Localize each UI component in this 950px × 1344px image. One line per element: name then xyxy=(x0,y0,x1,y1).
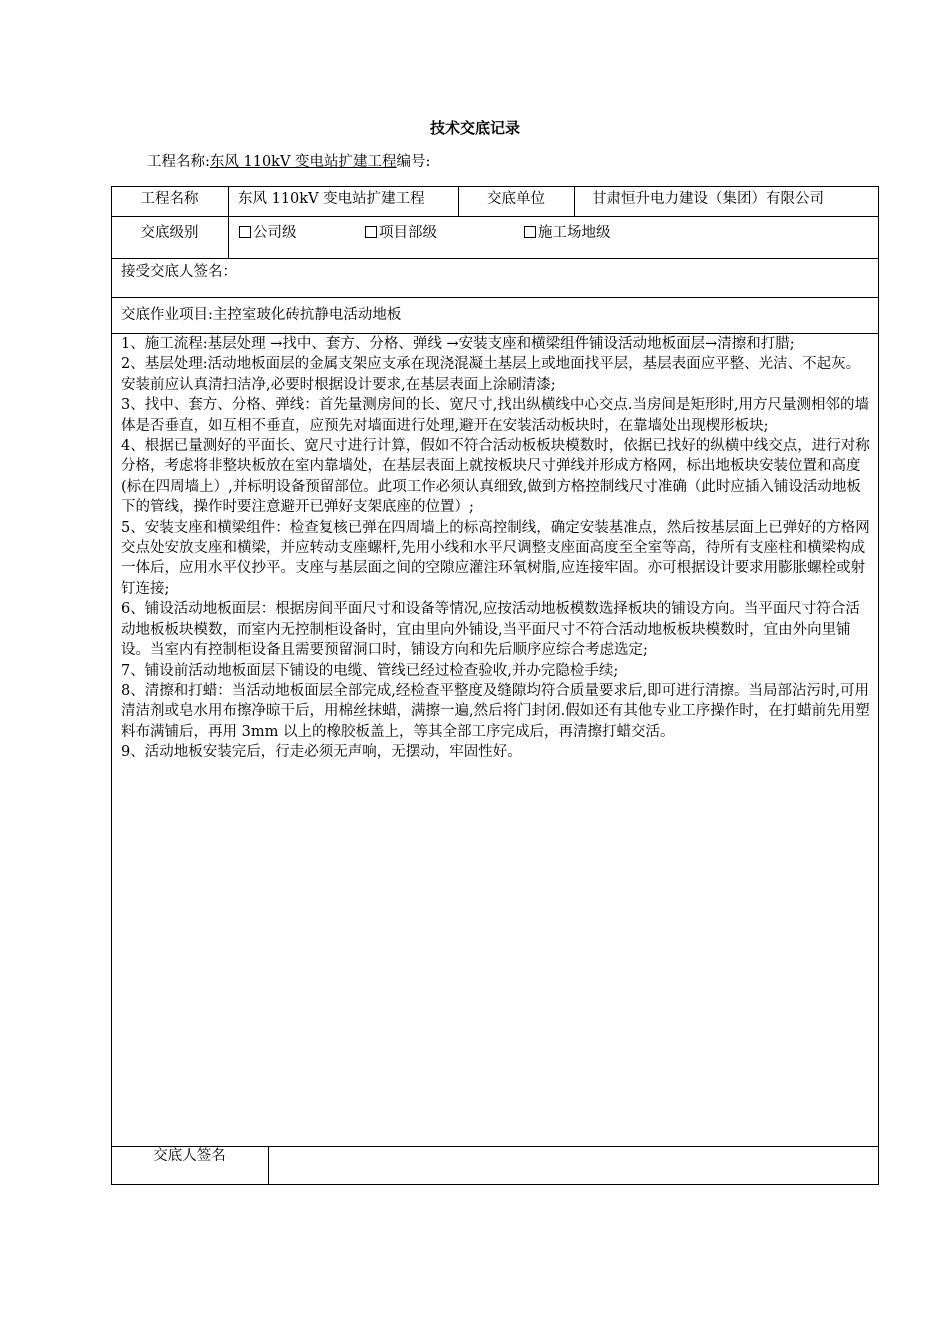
project-name-value: 东风 110kV 变电站扩建工程 xyxy=(238,191,425,207)
level-option-project-dept[interactable] xyxy=(365,223,437,243)
border-top xyxy=(111,186,879,187)
unit-value: 甘肃恒升电力建设（集团）有限公司 xyxy=(592,191,824,207)
checkbox-icon xyxy=(524,226,536,238)
unit-label: 交底单位 xyxy=(487,191,545,207)
project-name-underlined: 东风 110kV 变电站扩建工程 xyxy=(209,154,397,170)
level-label: 交底级别 xyxy=(140,225,199,241)
content-paragraph: 6、铺设活动地板面层：根据房间平面尺寸和设备等情况,应按活动地板模数选择板块的铺设方向。当平面尺寸符合活动地板板块模数，而室内无控制柜设备时，宜由里向外铺设,当平面尺寸不符合活动地板板块模数时，宜由外向里铺设。当室内有控制柜设备且需要预留洞口时，铺设方向和先后顺序应综合考虑选定; xyxy=(121,601,860,659)
col-divider xyxy=(574,186,575,216)
number-label: 编号: xyxy=(396,154,431,170)
border-bottom xyxy=(111,1184,879,1185)
content-paragraph: 1、施工流程:基层处理 →找中、套方、分格、弹线 →安装支座和横梁组件铺设活动地板面层→清擦和打腊; xyxy=(121,336,795,352)
level-option-label: 施工场地级 xyxy=(538,225,611,241)
work-item-label: 交底作业项目:主控室玻化砖抗静电活动地板 xyxy=(121,307,402,323)
project-label: 工程名称: xyxy=(147,154,210,170)
border-right xyxy=(878,186,879,1185)
document-title: 技术交底记录 xyxy=(429,119,520,137)
content-paragraph: 5、安装支座和横梁组件：检查复核已弹在四周墙上的标高控制线，确定安装基准点，然后按基层面上已弹好的方格网交点处安放支座和横梁，并应转动支座螺杆,先用小线和水平尺调整支座面高度至全室等高，待所有支座柱和横梁构成一体后，应用水平仪抄平。支座与基层面之间的空隙应灌注环氧树脂,应连接牢固。亦可根据设计要求用膨胀螺栓或射钉连接; xyxy=(121,519,870,597)
content-paragraph: 2、基层处理:活动地板面层的金属支架应支承在现浇混凝土基层上或地面找平层，基层表面应平整、光洁、不起灰。安装前应认真清扫洁净,必要时根据设计要求,在基层表面上涂刷清漆; xyxy=(121,356,861,393)
project-line xyxy=(147,150,430,171)
checkbox-icon xyxy=(239,226,251,238)
content-paragraph: 4、根据已量测好的平面长、宽尺寸进行计算，假如不符合活动板板块模数时，依据已找好的纵横中线交点，进行对称分格，考虑将非整块板放在室内靠墙处，在基层表面上就按板块尺寸弹线并形成方格网，标出地板块安装位置和高度(标在四周墙上）,并标明设备预留部位。此项工作必须认真细致,做到方格控制线尺寸准确（此时应插入铺设活动地板下的管线，操作时要注意避开已弹好支架底座的位置）; xyxy=(121,438,870,516)
signer-label: 交底人签名 xyxy=(153,1148,226,1164)
receiver-signature-label: 接受交底人签名： xyxy=(121,264,237,280)
level-option-label: 项目部级 xyxy=(379,225,437,241)
level-option-company[interactable] xyxy=(239,223,297,243)
signer-signature-field[interactable] xyxy=(269,1147,878,1184)
row-divider xyxy=(111,297,879,298)
content-paragraph: 7、铺设前活动地板面层下铺设的电缆、管线已经过检查验收,并办完隐检手续; xyxy=(121,662,619,679)
project-name-label: 工程名称 xyxy=(140,191,199,207)
content-paragraph: 3、找中、套方、分格、弹线：首先量测房间的长、宽尺寸,找出纵横线中心交点.当房间是矩形时,用方尺量测相邻的墙体是否垂直，如互相不垂直，应预先对墙面进行处理,避开在安装活动板块时，在靠墙处出现楔形板块; xyxy=(121,397,870,434)
level-option-label: 公司级 xyxy=(253,225,297,241)
level-option-site[interactable] xyxy=(524,223,611,243)
col-divider xyxy=(228,186,229,258)
row-divider xyxy=(111,258,879,259)
content-paragraph: 9、活动地板安装完后，行走必须无声响，无摆动，牢固性好。 xyxy=(121,744,522,761)
disclosure-form xyxy=(111,186,879,1185)
row-divider xyxy=(111,216,879,217)
border-left xyxy=(111,186,112,1185)
checkbox-icon xyxy=(365,226,377,238)
content-paragraph: 8、清擦和打蜡：当活动地板面层全部完成,经检查平整度及缝隙均符合质量要求后,即可进行清擦。当局部沾污时,可用清洁剂或皂水用布擦净晾干后，用棉丝抹蜡，满擦一遍,然后将门封闭.假如还有其他专业工序操作时，在打蜡前先用塑料布满铺后，再用 3mm 以上的橡胶板盖上，等其全部工序完成后，再清擦打蜡交活。 xyxy=(121,682,870,740)
disclosure-content xyxy=(121,334,873,763)
